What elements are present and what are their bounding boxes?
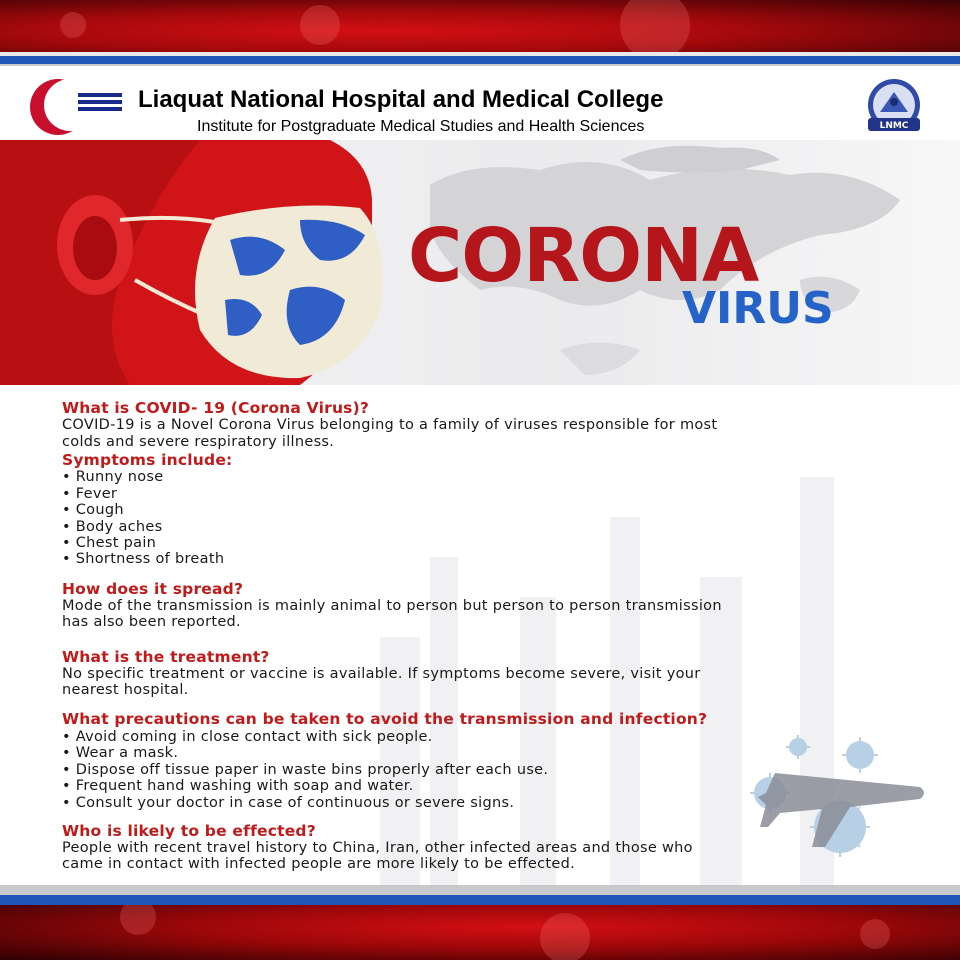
symptom-item: • Body aches: [62, 519, 163, 535]
heading-what-is-covid: What is COVID- 19 (Corona Virus)?: [62, 399, 370, 417]
symptom-item: • Shortness of breath: [62, 551, 225, 567]
heading-affected: Who is likely to be effected?: [62, 822, 316, 840]
what-body-line-2: colds and severe respiratory illness.: [62, 434, 335, 450]
symptom-item: • Cough: [62, 502, 124, 518]
precaution-item: • Consult your doctor in case of continuous or severe signs.: [62, 795, 515, 811]
heading-treatment: What is the treatment?: [62, 648, 270, 666]
treatment-body-line-2: nearest hospital.: [62, 682, 189, 698]
affected-body-line-1: People with recent travel history to China, Iran, other infected areas and those who: [62, 840, 693, 856]
top-stripe-blue: [0, 56, 960, 64]
masked-face-illustration: [0, 140, 420, 385]
precaution-item: • Avoid coming in close contact with sick people.: [62, 729, 433, 745]
precaution-item: • Dispose off tissue paper in waste bins properly after each use.: [62, 762, 549, 778]
hero-title: CORONA: [408, 213, 759, 299]
bottom-stripe-grey: [0, 885, 960, 895]
heading-precautions: What precautions can be taken to avoid the transmission and infection?: [62, 710, 708, 728]
spread-body-line-1: Mode of the transmission is mainly animal to person but person to person transmission: [62, 598, 722, 614]
affected-body-line-2: came in contact with infected people are more likely to be effected.: [62, 856, 576, 872]
what-body-line-1: COVID-19 is a Novel Corona Virus belonging to a family of viruses responsible for most: [62, 417, 718, 433]
bottom-stripe-blue: [0, 895, 960, 905]
precaution-item: • Wear a mask.: [62, 745, 179, 761]
hero-subtitle: VIRUS: [682, 283, 834, 334]
hospital-logo-bars-icon: [78, 93, 122, 117]
heading-spread: How does it spread?: [62, 580, 244, 598]
heading-symptoms: Symptoms include:: [62, 451, 233, 469]
symptom-item: • Fever: [62, 486, 118, 502]
symptom-item: • Chest pain: [62, 535, 157, 551]
hospital-title: Liaquat National Hospital and Medical College: [138, 86, 664, 113]
top-red-banner: [0, 0, 960, 52]
spread-body-line-2: has also been reported.: [62, 614, 241, 630]
precaution-item: • Frequent hand washing with soap and water.: [62, 778, 414, 794]
treatment-body-line-1: No specific treatment or vaccine is available. If symptoms become severe, visit your: [62, 666, 701, 682]
seal-abbr: LNMC: [879, 121, 909, 131]
symptom-item: • Runny nose: [62, 469, 164, 485]
hospital-subtitle: Institute for Postgraduate Medical Studies and Health Sciences: [197, 118, 645, 135]
bottom-red-banner: [0, 905, 960, 960]
lnmc-seal-icon: [858, 78, 930, 134]
